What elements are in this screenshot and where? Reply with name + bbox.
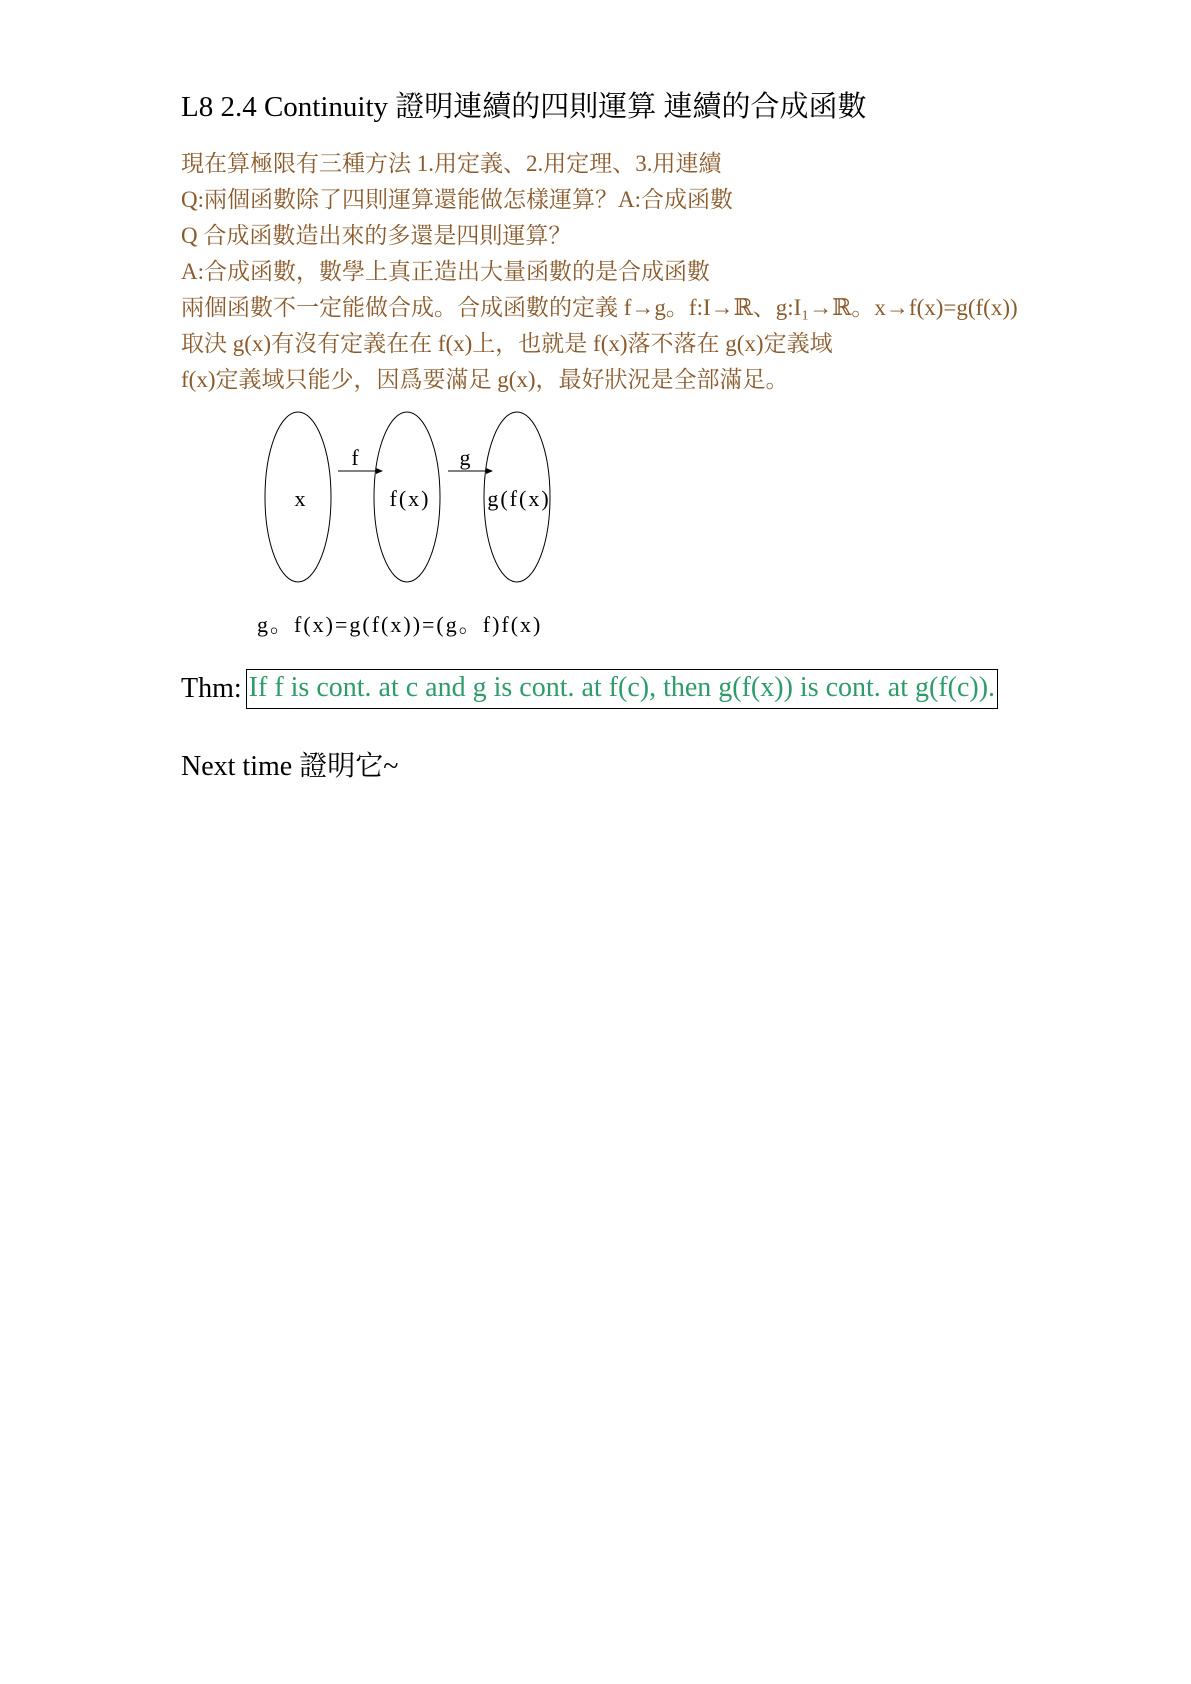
- theorem-statement: If f is cont. at c and g is cont. at f(c), then g(f(x)) is cont. at g(f(c)).: [246, 669, 998, 709]
- composition-diagram-svg: [255, 410, 575, 585]
- note-line: 兩個函數不一定能做合成。合成函數的定義 f→g。f:I→ℝ、g:I₁→ℝ。x→f(x)=g(f(x)): [181, 295, 1018, 320]
- theorem: [181, 669, 998, 709]
- arrow-f-head: [376, 468, 383, 474]
- note-line: Q:兩個函數除了四則運算還能做怎樣運算？A:合成函數: [181, 187, 733, 212]
- range-label: g(f(x): [487, 486, 551, 511]
- arrow-g-label: g: [459, 445, 471, 470]
- next-time-note: Next time 證明它~: [181, 751, 399, 782]
- composition-formula: g。f(x)=g(f(x))=(g。f)f(x): [257, 612, 543, 637]
- theorem-prefix: Thm:: [181, 673, 242, 704]
- note-line: 取決 g(x)有沒有定義在在 f(x)上，也就是 f(x)落不落在 g(x)定義域: [181, 331, 833, 356]
- note-line: f(x)定義域只能少，因爲要滿足 g(x)，最好狀況是全部滿足。: [181, 367, 789, 392]
- note-line: A:合成函數，數學上真正造出大量函數的是合成函數: [181, 259, 710, 284]
- note-line: 現在算極限有三種方法 1.用定義、2.用定理、3.用連續: [181, 151, 722, 176]
- domain-label: x: [294, 486, 306, 511]
- page-title: L8 2.4 Continuity 證明連續的四則運算 連續的合成函數: [181, 91, 867, 123]
- middle-label: f(x): [389, 486, 431, 511]
- note-line: Q 合成函數造出來的多還是四則運算？: [181, 223, 572, 248]
- notes-block: [181, 146, 1018, 398]
- composition-diagram: [255, 410, 575, 590]
- arrow-g-head: [486, 468, 493, 474]
- arrow-f-label: f: [351, 445, 359, 470]
